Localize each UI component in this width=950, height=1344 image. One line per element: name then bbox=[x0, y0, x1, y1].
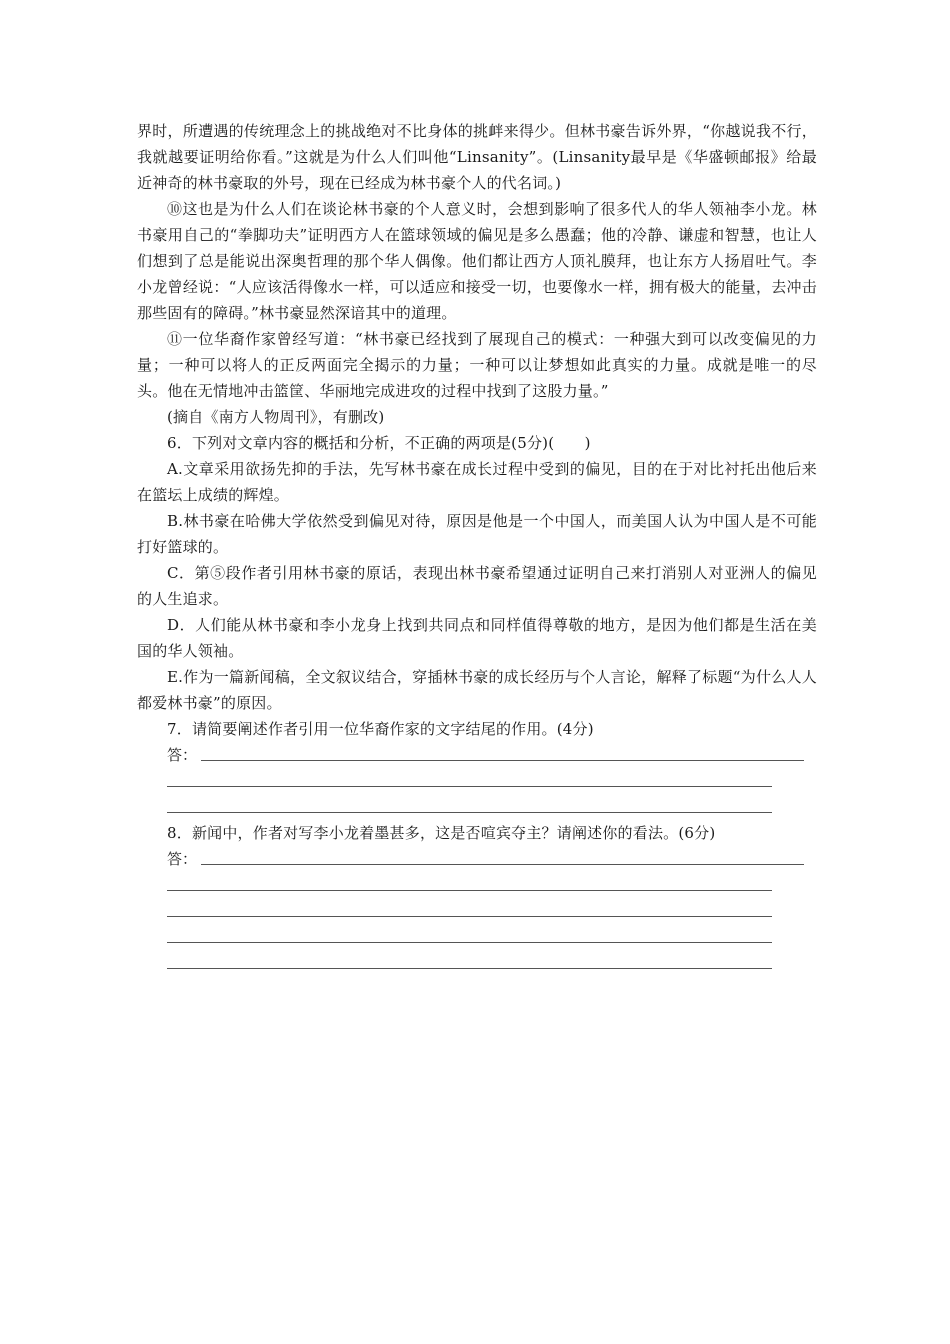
answer-underline bbox=[167, 786, 772, 787]
question-8-answer-line-2[interactable] bbox=[137, 872, 817, 898]
question-8-stem: 8．新闻中，作者对写李小龙着墨甚多，这是否喧宾夺主？请阐述你的看法。(6分) bbox=[167, 824, 716, 842]
question-8-answer-line-4[interactable] bbox=[137, 924, 817, 950]
question-8-answer-label: 答： bbox=[167, 850, 198, 868]
question-6-option-c: C．第⑤段作者引用林书豪的原话，表现出林书豪希望通过证明自己来打消别人对亚洲人的偏见的人生追求。 bbox=[137, 564, 817, 608]
passage-paragraph-10: ⑩这也是为什么人们在谈论林书豪的个人意义时，会想到影响了很多代人的华人领袖李小龙。林书豪用自己的“拳脚功夫”证明西方人在篮球领域的偏见是多么愚蠢；他的冷静、谦虚和智慧，也让人们想到了总是能说出深奥哲理的那个华人偶像。他们都让西方人顶礼膜拜，也让东方人扬眉吐气。李小龙曾经说：“人应该活得像水一样，可以适应和接受一切，也要像水一样，拥有极大的能量，去冲击那些固有的障碍。”林书豪显然深谙其中的道理。 bbox=[137, 200, 817, 322]
exam-page bbox=[137, 118, 817, 976]
question-7-answer-label: 答： bbox=[167, 746, 198, 764]
question-7-answer-line-3[interactable] bbox=[137, 794, 817, 820]
answer-underline bbox=[201, 760, 804, 761]
question-7-answer-line-1[interactable] bbox=[137, 742, 817, 768]
question-6-stem: 6．下列对文章内容的概括和分析，不正确的两项是(5分)( ) bbox=[167, 434, 591, 452]
answer-underline bbox=[167, 916, 772, 917]
question-7-stem: 7．请简要阐述作者引用一位华裔作家的文字结尾的作用。(4分) bbox=[167, 720, 594, 738]
answer-underline bbox=[201, 864, 804, 865]
question-6-option-d: D．人们能从林书豪和李小龙身上找到共同点和同样值得尊敬的地方，是因为他们都是生活在美国的华人领袖。 bbox=[137, 616, 817, 660]
question-6-option-e: E.作为一篇新闻稿，全文叙议结合，穿插林书豪的成长经历与个人言论，解释了标题“为什么人人都爱林书豪”的原因。 bbox=[137, 668, 817, 712]
answer-underline bbox=[167, 890, 772, 891]
question-6-option-a: A.文章采用欲扬先抑的手法，先写林书豪在成长过程中受到的偏见，目的在于对比衬托出他后来在篮坛上成绩的辉煌。 bbox=[137, 460, 817, 504]
passage-source: (摘自《南方人物周刊》，有删改) bbox=[167, 408, 385, 426]
answer-underline bbox=[167, 968, 772, 969]
question-8-answer-line-1[interactable] bbox=[137, 846, 817, 872]
question-6-option-b: B.林书豪在哈佛大学依然受到偏见对待，原因是他是一个中国人，而美国人认为中国人是不可能打好篮球的。 bbox=[137, 512, 817, 556]
question-8-answer-line-5[interactable] bbox=[137, 950, 817, 976]
question-8-answer-area[interactable] bbox=[137, 846, 817, 976]
question-7-answer-line-2[interactable] bbox=[137, 768, 817, 794]
question-7-answer-area[interactable] bbox=[137, 742, 817, 820]
passage-paragraph-11: ⑪一位华裔作家曾经写道：“林书豪已经找到了展现自己的模式：一种强大到可以改变偏见的力量；一种可以将人的正反两面完全揭示的力量；一种可以让梦想如此真实的力量。成就是唯一的尽头。他在无情地冲击篮筐、华丽地完成进攻的过程中找到了这股力量。” bbox=[137, 330, 817, 400]
question-8-answer-line-3[interactable] bbox=[137, 898, 817, 924]
passage-paragraph-continued: 界时，所遭遇的传统理念上的挑战绝对不比身体的挑衅来得少。但林书豪告诉外界，“你越说我不行，我就越要证明给你看。”这就是为什么人们叫他“Linsanity”。(Linsanity最早是《华盛顿邮报》给最近神奇的林书豪取的外号，现在已经成为林书豪个人的代名词。) bbox=[137, 122, 817, 192]
answer-underline bbox=[167, 942, 772, 943]
answer-underline bbox=[167, 812, 772, 813]
